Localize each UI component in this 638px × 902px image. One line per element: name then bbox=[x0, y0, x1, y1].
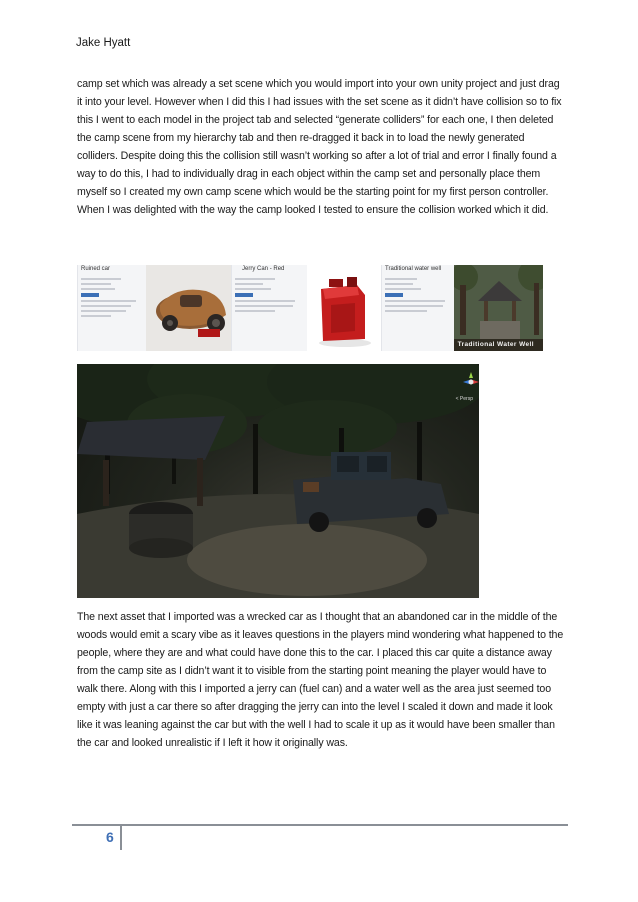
body-paragraph-1: camp set which was already a set scene which you would import into your own unity project and just drag it into your level. However when I did this I had issues with the set scene as it didn’t have collision so to fix this I went to each model in the project tab and selected “generate colliders” for each one, I then deleted the camp scene from my hierarchy tab and then re-dragged it back in to load the newly generated colliders. Despite doing this the collision still wasn’t working so after a lot of trial and error I finally found a way to do this, I had to individually drag in each object within the camp set and personally place them myself so I created my own camp scene which would be the starting point for my first person controller. When I was delighted with the way the camp looked I tested to ensure the collision worked which it did. bbox=[77, 78, 562, 216]
water-well-image bbox=[454, 265, 543, 351]
perspective-label[interactable]: < Persp bbox=[455, 396, 473, 402]
jerry-can-image bbox=[307, 265, 382, 351]
unity-scene-screenshot bbox=[77, 364, 479, 598]
water-well-store-panel bbox=[381, 265, 454, 351]
asset-store-image bbox=[77, 265, 543, 351]
page-number-divider bbox=[120, 826, 122, 850]
author-header: Jake Hyatt bbox=[76, 37, 131, 49]
footer-rule bbox=[72, 824, 568, 826]
water-well-caption: Traditional Water Well bbox=[457, 341, 534, 348]
page-number: 6 bbox=[106, 829, 114, 845]
ruined-car-title: Ruined car bbox=[81, 266, 111, 272]
ruined-car-store-panel bbox=[77, 265, 146, 351]
jerry-can-store-panel bbox=[231, 265, 307, 351]
body-paragraph-2: The next asset that I imported was a wrecked car as I thought that an abandoned car in the middle of the woods would emit a scary vibe as it leaves questions in the players mind wondering what happened to the people, where they are and what could have done this to the car. I placed this car quite a distance away from the camp site as I didn’t want it to visible from the starting point meaning the player would have to walk there. Along with this I imported a jerry can (fuel can) and a water well as the area just seemed too empty with just a car there so after dragging the jerry can into the level I scaled it down and made it look like it was leaning against the car but with the well I had to scale it up as it would have been smaller than the car and looked unrealistic if I left it how it originally was. bbox=[77, 611, 564, 749]
axis-gizmo-icon[interactable] bbox=[461, 370, 479, 394]
water-well-title: Traditional water well bbox=[385, 266, 442, 272]
ruined-car-image bbox=[146, 265, 231, 351]
jerry-can-title: Jerry Can - Red bbox=[242, 266, 285, 272]
